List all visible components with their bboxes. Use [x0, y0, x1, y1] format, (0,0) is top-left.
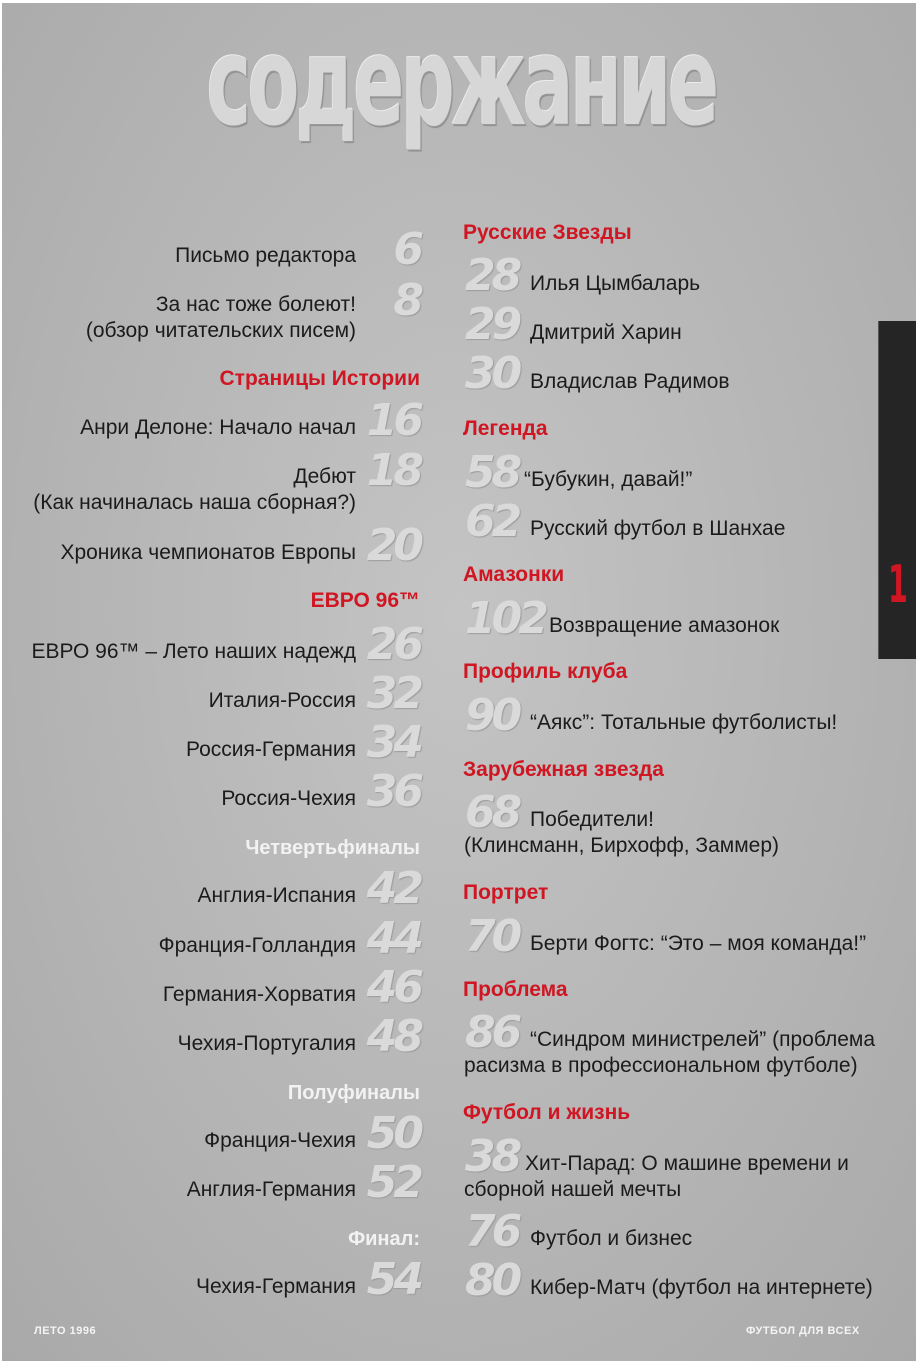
toc-entry[interactable]: Хит-Парад: О машине времени и [525, 1152, 849, 1175]
subsection-heading: Четвертьфиналы [245, 837, 420, 859]
toc-entry-detail: расизма в профессиональном футболе) [464, 1054, 858, 1077]
section-heading: Зарубежная звезда [463, 758, 664, 781]
toc-entry[interactable]: Германия-Хорватия [162, 983, 356, 1006]
toc-entry[interactable]: Письмо редактора [175, 244, 356, 267]
toc-entry[interactable]: Россия-Чехия [221, 787, 356, 810]
contents-page [2, 3, 916, 1361]
toc-entry-detail: сборной нашей мечты [464, 1178, 682, 1201]
page-number: 44 [366, 913, 420, 964]
section-heading: Футбол и жизнь [463, 1101, 631, 1124]
page-number: 76 [465, 1206, 519, 1257]
toc-entry[interactable]: “Аякс”: Тотальные футболисты! [530, 711, 838, 734]
toc-entry[interactable]: Франция-Чехия [204, 1129, 356, 1152]
section-heading: ЕВРО 96™ [310, 589, 420, 612]
page-number: 86 [465, 1007, 519, 1058]
page-number: 102 [465, 593, 545, 644]
toc-entry[interactable]: Берти Фогтс: “Это – моя команда!” [530, 932, 867, 955]
page-number: 48 [366, 1011, 420, 1062]
section-heading: Амазонки [463, 563, 565, 586]
page-title: содержание [206, 11, 716, 153]
page-number: 58 [465, 447, 519, 498]
toc-entry-detail: (Клинсманн, Бирхофф, Заммер) [464, 834, 779, 857]
toc-entry[interactable]: Дебют [293, 465, 356, 488]
page-number: 30 [465, 348, 519, 399]
toc-entry[interactable]: Футбол и бизнес [530, 1227, 693, 1250]
page-number: 54 [366, 1254, 420, 1305]
footer-issue: ЛЕТО 1996 [34, 1325, 97, 1337]
page-number: 52 [366, 1157, 420, 1208]
footer-magazine: ФУТБОЛ ДЛЯ ВСЕХ [746, 1325, 860, 1337]
toc-entry-detail: (Как начиналась наша сборная?) [33, 491, 356, 514]
page-number: 42 [366, 863, 420, 914]
toc-entry[interactable]: Франция-Голландия [158, 934, 356, 957]
page-number: 50 [366, 1108, 420, 1159]
section-heading: Проблема [463, 978, 568, 1001]
toc-entry[interactable]: Владислав Радимов [530, 370, 730, 393]
toc-entry[interactable]: Победители! [530, 808, 654, 831]
subsection-heading: Полуфиналы [287, 1082, 420, 1104]
side-tab-page-number: 1 [888, 555, 908, 615]
toc-entry[interactable]: Чехия-Португалия [177, 1032, 356, 1055]
page-number: 70 [465, 911, 519, 962]
toc-entry[interactable]: “Синдром министрелей” (проблема [530, 1028, 875, 1051]
page-number: 68 [465, 787, 519, 838]
toc-entry[interactable]: Хроника чемпионатов Европы [60, 541, 356, 564]
toc-entry[interactable]: Россия-Германия [186, 738, 356, 761]
page-number: 20 [366, 520, 420, 571]
section-heading: Портрет [463, 881, 549, 904]
section-heading: Профиль клуба [463, 660, 628, 683]
page-number: 6 [393, 224, 420, 275]
page-number: 18 [366, 445, 420, 496]
side-tab [878, 321, 916, 659]
toc-entry[interactable]: Анри Делоне: Начало начал [80, 416, 356, 439]
page-number: 34 [366, 717, 420, 768]
toc-entry-detail: (обзор читательских писем) [85, 319, 356, 342]
section-heading: Русские Звезды [463, 221, 632, 244]
toc-entry[interactable]: “Бубукин, давай!” [524, 468, 693, 491]
toc-entry[interactable]: Илья Цымбаларь [530, 272, 701, 295]
page-number: 32 [366, 668, 420, 719]
toc-entry[interactable]: За нас тоже болеют! [155, 293, 356, 316]
toc-entry[interactable]: Русский футбол в Шанхае [530, 517, 786, 540]
page-number: 28 [465, 250, 519, 301]
page-number: 8 [393, 275, 420, 326]
toc-entry[interactable]: Англия-Германия [186, 1178, 356, 1201]
page-number: 26 [366, 619, 420, 670]
toc-entry[interactable]: Англия-Испания [197, 884, 356, 907]
section-heading: Страницы Истории [219, 367, 420, 390]
toc-entry[interactable]: Возвращение амазонок [549, 614, 780, 637]
page-number: 36 [366, 766, 420, 817]
page-number: 46 [366, 962, 420, 1013]
toc-entry[interactable]: Чехия-Германия [196, 1275, 356, 1298]
subsection-heading: Финал: [348, 1228, 420, 1250]
section-heading: Легенда [463, 417, 548, 440]
page-number: 38 [465, 1131, 519, 1182]
toc-entry[interactable]: Дмитрий Харин [530, 321, 682, 344]
page-number: 62 [465, 496, 519, 547]
page-number: 16 [366, 395, 420, 446]
page-number: 80 [465, 1255, 519, 1306]
toc-entry[interactable]: Италия-Россия [208, 689, 356, 712]
page-number: 29 [465, 299, 519, 350]
page-number: 90 [465, 690, 519, 741]
toc-entry[interactable]: Кибер-Матч (футбол на интернете) [530, 1276, 873, 1299]
toc-entry[interactable]: ЕВРО 96™ – Лето наших надежд [31, 640, 356, 663]
